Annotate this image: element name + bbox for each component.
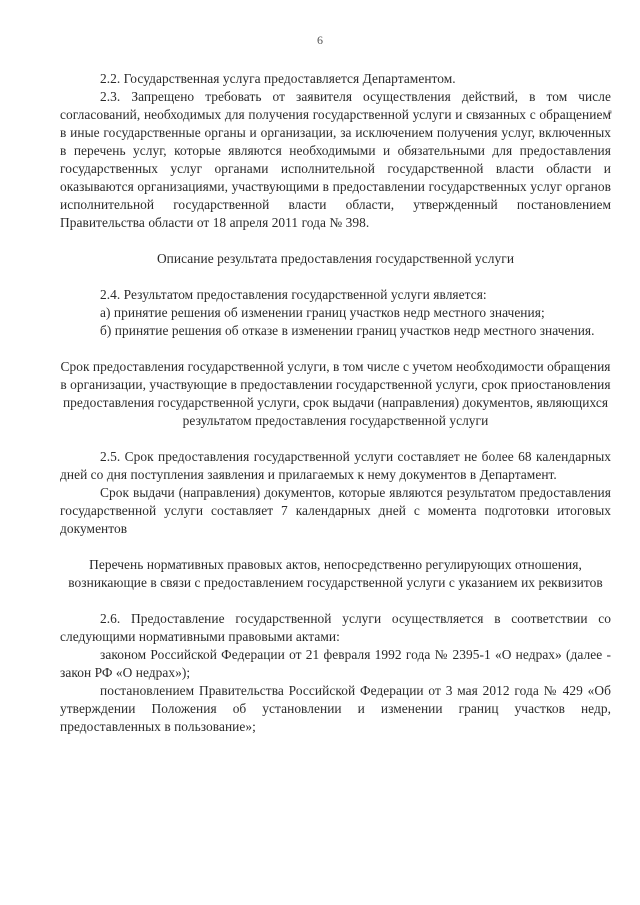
page-number: 6: [317, 33, 323, 47]
heading-result: Описание результата предоставления государственной услуги: [156, 251, 515, 266]
paragraph-2-6: 2.6. Предоставление государственной услуги осуществляется в соответствии со следующими нормативными правовыми актами:: [60, 611, 611, 644]
document-body: [60, 70, 611, 736]
legal-act-1: законом Российской Федерации от 21 февраля 1992 года № 2395-1 «О недрах» (далее - закон РФ «О недрах»);: [60, 647, 611, 680]
paragraph-issue-term: Срок выдачи (направления) документов, которые являются результатом предоставления государственной услуги составляет 7 календарных дней с момента подготовки итоговых документов: [60, 485, 611, 536]
paragraph-2-3: 2.3. Запрещено требовать от заявителя осуществления действий, в том числе согласований, необходимых для получения государственной услуги и связанных с обращением в иные государственные органы и организации, за исключением получения услуг, включенных в перечень услуг, которые являются необходимыми и обязательными для предоставления государственных услуг органами исполнительной государственной власти области и оказываются организациями, участвующими в предоставлении государственных услуг органов исполнительной государственной власти области, утвержденный постановлением Правительства области от 18 апреля 2011 года № 398.: [60, 89, 611, 230]
list-item-b: б) принятие решения об отказе в изменении границ участков недр местного значения.: [100, 323, 595, 338]
heading-legal-acts: Перечень нормативных правовых актов, непосредственно регулирующих отношения, возникающие в связи с предоставлением государственной услуги с указанием их реквизитов: [68, 557, 603, 590]
list-item-a: а) принятие решения об изменении границ участков недр местного значения;: [100, 305, 545, 320]
heading-term: Срок предоставления государственной услуги, в том числе с учетом необходимости обращения в организации, участвующие в предоставлении государственной услуги, срок приостановления предоставления государственной услуги, срок выдачи (направления) документов, являющихся результатом предоставления государственной услуги: [60, 359, 611, 428]
paragraph-2-2: 2.2. Государственная услуга предоставляется Департаментом.: [100, 71, 456, 86]
legal-act-2: постановлением Правительства Российской Федерации от 3 мая 2012 года № 429 «Об утверждении Положения об установлении и изменении границ участков недр, предоставленных в пользование»;: [60, 683, 611, 734]
paragraph-2-5: 2.5. Срок предоставления государственной услуги составляет не более 68 календарных дней со дня поступления заявления и прилагаемых к нему документов в Департамент.: [60, 449, 611, 482]
paragraph-2-4: 2.4. Результатом предоставления государственной услуги является:: [100, 287, 487, 302]
